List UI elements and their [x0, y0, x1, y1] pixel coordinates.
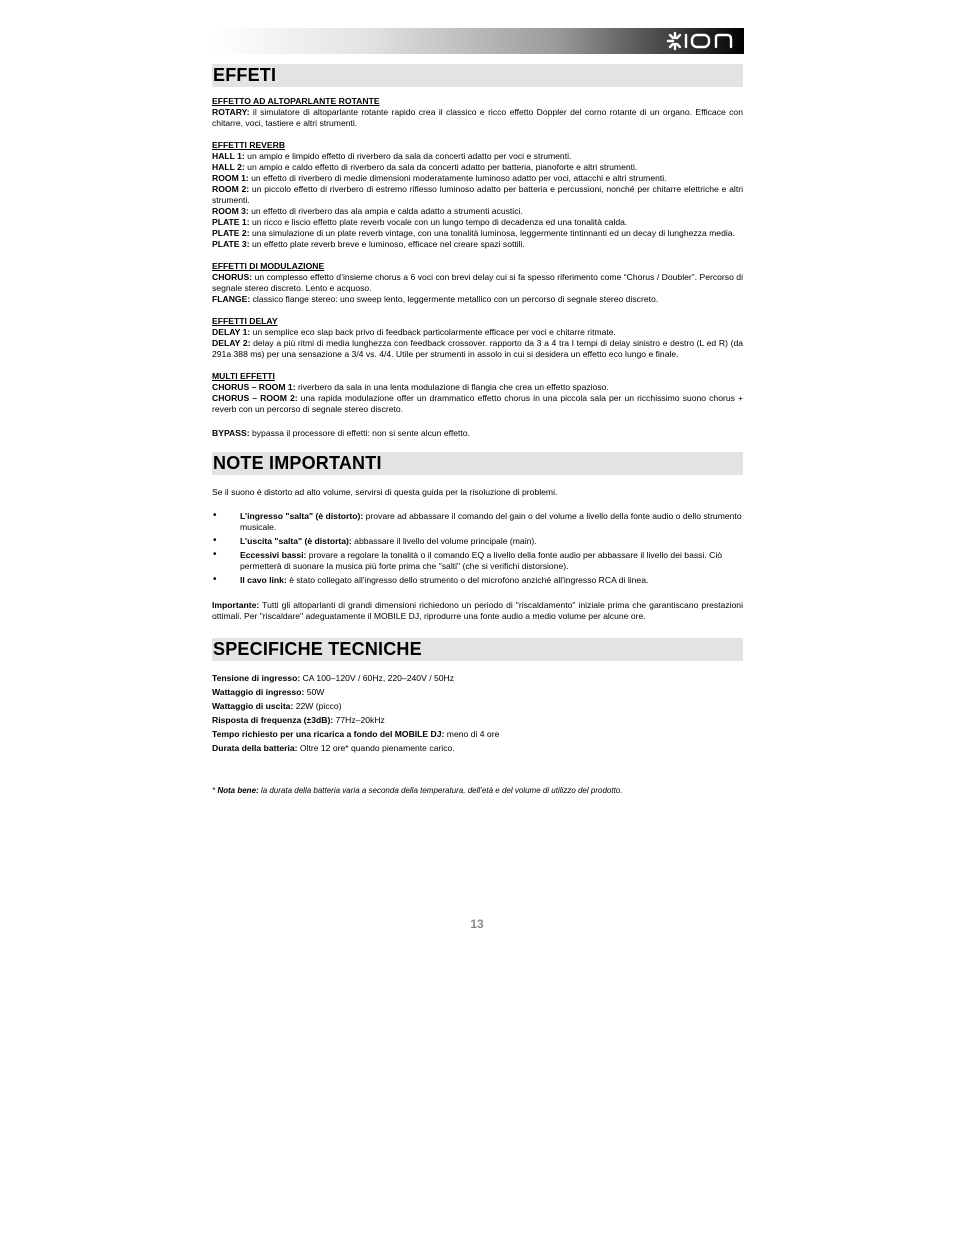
list-item: [212, 550, 743, 572]
effects-group-modulation: [212, 261, 743, 305]
effect-text: riverbero da sala in una lenta modulazione di flangia che crea un effetto spazioso.: [295, 382, 609, 392]
notes-intro: Se il suono è distorto ad alto volume, servirsi di questa guida per la risoluzione di problemi.: [212, 487, 558, 497]
effect-entry: [212, 228, 743, 239]
bullet-text: abbassare il livello del volume principale (main).: [351, 536, 537, 546]
spec-value: 22W (picco): [293, 701, 342, 711]
bullet-icon: •: [213, 535, 217, 546]
effect-text: un ampio e limpido effetto di riverbero da sala da concerti adatto per voci e strumenti.: [244, 151, 572, 161]
section-title-effects: EFFETI: [212, 64, 743, 87]
effect-entry: [212, 338, 743, 360]
page-content: [212, 64, 743, 796]
effect-entry: [212, 382, 743, 393]
bullet-icon: •: [213, 574, 217, 585]
effect-entry: [212, 393, 743, 415]
important-text: Tutti gli altoparlanti di grandi dimensioni richiedono un periodo di "riscaldamento" iniziale prima che garantiscano prestazioni ottimali. Per "riscaldare" adeguatamente il MOBILE DJ, riprodurre una fonte audio a medio volume per alcune ore.: [212, 600, 743, 621]
spec-label: Wattaggio di uscita:: [212, 701, 294, 711]
spec-value: CA 100–120V / 60Hz, 220–240V / 50Hz: [300, 673, 455, 683]
effect-text: un complesso effetto d’insieme chorus a 6 voci con brevi delay cui si fa spesso riferimento come “Chorus / Doubler”. Percorso di segnale stereo discreto. Lento e acquoso.: [212, 272, 743, 293]
battery-footnote: [212, 785, 743, 796]
section-title-specs: SPECIFICHE TECNICHE: [212, 638, 743, 661]
footnote-label: Nota bene:: [217, 786, 259, 795]
effect-label: ROOM 1:: [212, 173, 249, 183]
bullet-icon: •: [213, 549, 217, 560]
bullet-icon: •: [213, 510, 217, 521]
effect-label: CHORUS – ROOM 1:: [212, 382, 296, 392]
effect-text: un effetto di riverbero di medie dimensioni moderatamente luminoso adatto per voci, attacchi e altri strumenti.: [248, 173, 667, 183]
bullet-label: Eccessivi bassi:: [240, 550, 307, 560]
spec-value: 50W: [304, 687, 325, 697]
spec-row: [212, 687, 743, 698]
effect-entry: [212, 239, 743, 250]
effect-text: un effetto di riverbero das ala ampia e calda adatto a strumenti acustici.: [248, 206, 523, 216]
effect-text: un ricco e liscio effetto plate reverb vocale con un lungo tempo di decadenza ed una tonalità calda.: [249, 217, 628, 227]
bullet-label: L’ingresso "salta" (è distorto):: [240, 511, 364, 521]
group-heading: MULTI EFFETTI: [212, 371, 275, 381]
spec-label: Tensione di ingresso:: [212, 673, 301, 683]
effect-label: HALL 1:: [212, 151, 245, 161]
bullet-text: provare a regolare la tonalità o il comando EQ a livello della fonte audio per abbassare il livello dei bassi. Ciò permetterà di suonare la musica più forte prima che "salti" (che si verifichi distorsione).: [240, 550, 723, 571]
important-note: [212, 600, 743, 622]
bullet-text: provare ad abbassare il comando del gain o del volume a livello della fonte audio o dello strumento musicale.: [240, 511, 742, 532]
effect-entry: [212, 151, 743, 162]
bypass-label: BYPASS:: [212, 428, 250, 438]
spec-row: [212, 729, 743, 740]
effect-label: ROOM 2:: [212, 184, 250, 194]
effect-entry: [212, 206, 743, 217]
spec-label: Wattaggio di ingresso:: [212, 687, 305, 697]
effect-entry: [212, 173, 743, 184]
effect-text: un semplice eco slap back privo di feedback particolarmente efficace per voci e chitarre ritmate.: [250, 327, 616, 337]
important-label: Importante:: [212, 600, 260, 610]
group-heading: EFFETTI REVERB: [212, 140, 286, 150]
page-number: 13: [470, 917, 484, 931]
spec-value: meno di 4 ore: [444, 729, 500, 739]
header-bar: [212, 28, 744, 54]
effect-label: ROOM 3:: [212, 206, 249, 216]
effect-entry: [212, 272, 743, 294]
effects-group-reverb: [212, 140, 743, 250]
effect-text: classico flange stereo: uno sweep lento, leggermente metallico con un percorso di segnale stereo discreto.: [250, 294, 659, 304]
effect-entry: [212, 217, 743, 228]
footnote-marker: *: [212, 786, 218, 795]
effect-text: il simulatore di altoparlante rotante rapido crea il classico e ricco effetto Doppler del corno rotante di un organo. Efficace con chitarre, voci, tastiere e altri strumenti.: [212, 107, 743, 128]
section-title-notes: NOTE IMPORTANTI: [212, 452, 743, 475]
specs-list: [212, 673, 743, 754]
spec-value: Oltre 12 ore* quando pienamente carico.: [297, 743, 455, 753]
effect-label: PLATE 1:: [212, 217, 250, 227]
effect-text: un ampio e caldo effetto di riverbero da sala da concerti adatto per batteria, pianoforte e altri strumenti.: [244, 162, 638, 172]
effect-text: una simulazione di un plate reverb vintage, con una tonalità luminosa, leggermente tintinnanti ed un decay di lunghezza media.: [249, 228, 735, 238]
effect-label: FLANGE:: [212, 294, 251, 304]
effect-label: CHORUS – ROOM 2:: [212, 393, 298, 403]
spec-row: [212, 743, 743, 754]
spec-label: Durata della batteria:: [212, 743, 298, 753]
effect-entry: [212, 184, 743, 206]
effect-label: CHORUS:: [212, 272, 253, 282]
group-heading: EFFETTI DELAY: [212, 316, 278, 326]
effects-group-multi: [212, 371, 743, 415]
effect-label: DELAY 2:: [212, 338, 251, 348]
effect-entry: [212, 327, 743, 338]
effect-text: un effetto plate reverb breve e luminoso, efficace nel creare spazi sottili.: [249, 239, 525, 249]
list-item: [212, 575, 743, 586]
troubleshooting-list: [212, 511, 743, 586]
effect-label: PLATE 3:: [212, 239, 250, 249]
effect-entry: [212, 107, 743, 129]
effect-entry: [212, 162, 743, 173]
effect-label: PLATE 2:: [212, 228, 250, 238]
effects-group-delay: [212, 316, 743, 360]
effect-label: ROTARY:: [212, 107, 250, 117]
effect-text: un piccolo effetto di riverbero di estremo riflesso luminoso adatto per batteria e percussioni, nonché per chitarre elettriche e altri strumenti.: [212, 184, 743, 205]
spec-label: Risposta di frequenza (±3dB):: [212, 715, 334, 725]
footnote-text: la durata della batteria varia a seconda della temperatura, dell’età e del volume di utilizzo del prodotto.: [258, 786, 623, 795]
effect-label: DELAY 1:: [212, 327, 251, 337]
ion-logo-icon: [666, 31, 740, 51]
spec-row: [212, 673, 743, 684]
spec-row: [212, 715, 743, 726]
group-heading: EFFETTI DI MODULAZIONE: [212, 261, 325, 271]
list-item: [212, 536, 743, 547]
effect-text: delay a più ritmi di media lunghezza con feedback crossover. rapporto da 3 a 4 tra I tempi di delay sinistro e destro (L ed R) (da 291a 388 ms) per una sensazione a 3/4 vs. 4/4. Utile per strumenti in assolo in cui si desidera un effetto eco lungo e finale.: [212, 338, 743, 359]
spec-label: Tempo richiesto per una ricarica a fondo del MOBILE DJ:: [212, 729, 445, 739]
list-item: [212, 511, 743, 533]
effect-entry: [212, 294, 743, 305]
bullet-label: Il cavo link:: [240, 575, 287, 585]
bypass-entry: [212, 428, 743, 439]
spec-row: [212, 701, 743, 712]
bypass-text: bypassa il processore di effetti: non si sente alcun effetto.: [249, 428, 470, 438]
effects-group-rotary: [212, 96, 743, 129]
group-heading: EFFETTO AD ALTOPARLANTE ROTANTE: [212, 96, 380, 106]
effect-text: una rapida modulazione offer un drammatico effetto chorus in una piccola sala per un ricchissimo suono chorus + reverb con un percorso di segnale stereo discreto.: [212, 393, 743, 414]
spec-value: 77Hz–20kHz: [333, 715, 385, 725]
bullet-label: L’uscita "salta" (è distorta):: [240, 536, 352, 546]
bullet-text: è stato collegato all'ingresso dello strumento o del microfono anziché all'ingresso RCA di linea.: [286, 575, 649, 585]
effect-label: HALL 2:: [212, 162, 245, 172]
